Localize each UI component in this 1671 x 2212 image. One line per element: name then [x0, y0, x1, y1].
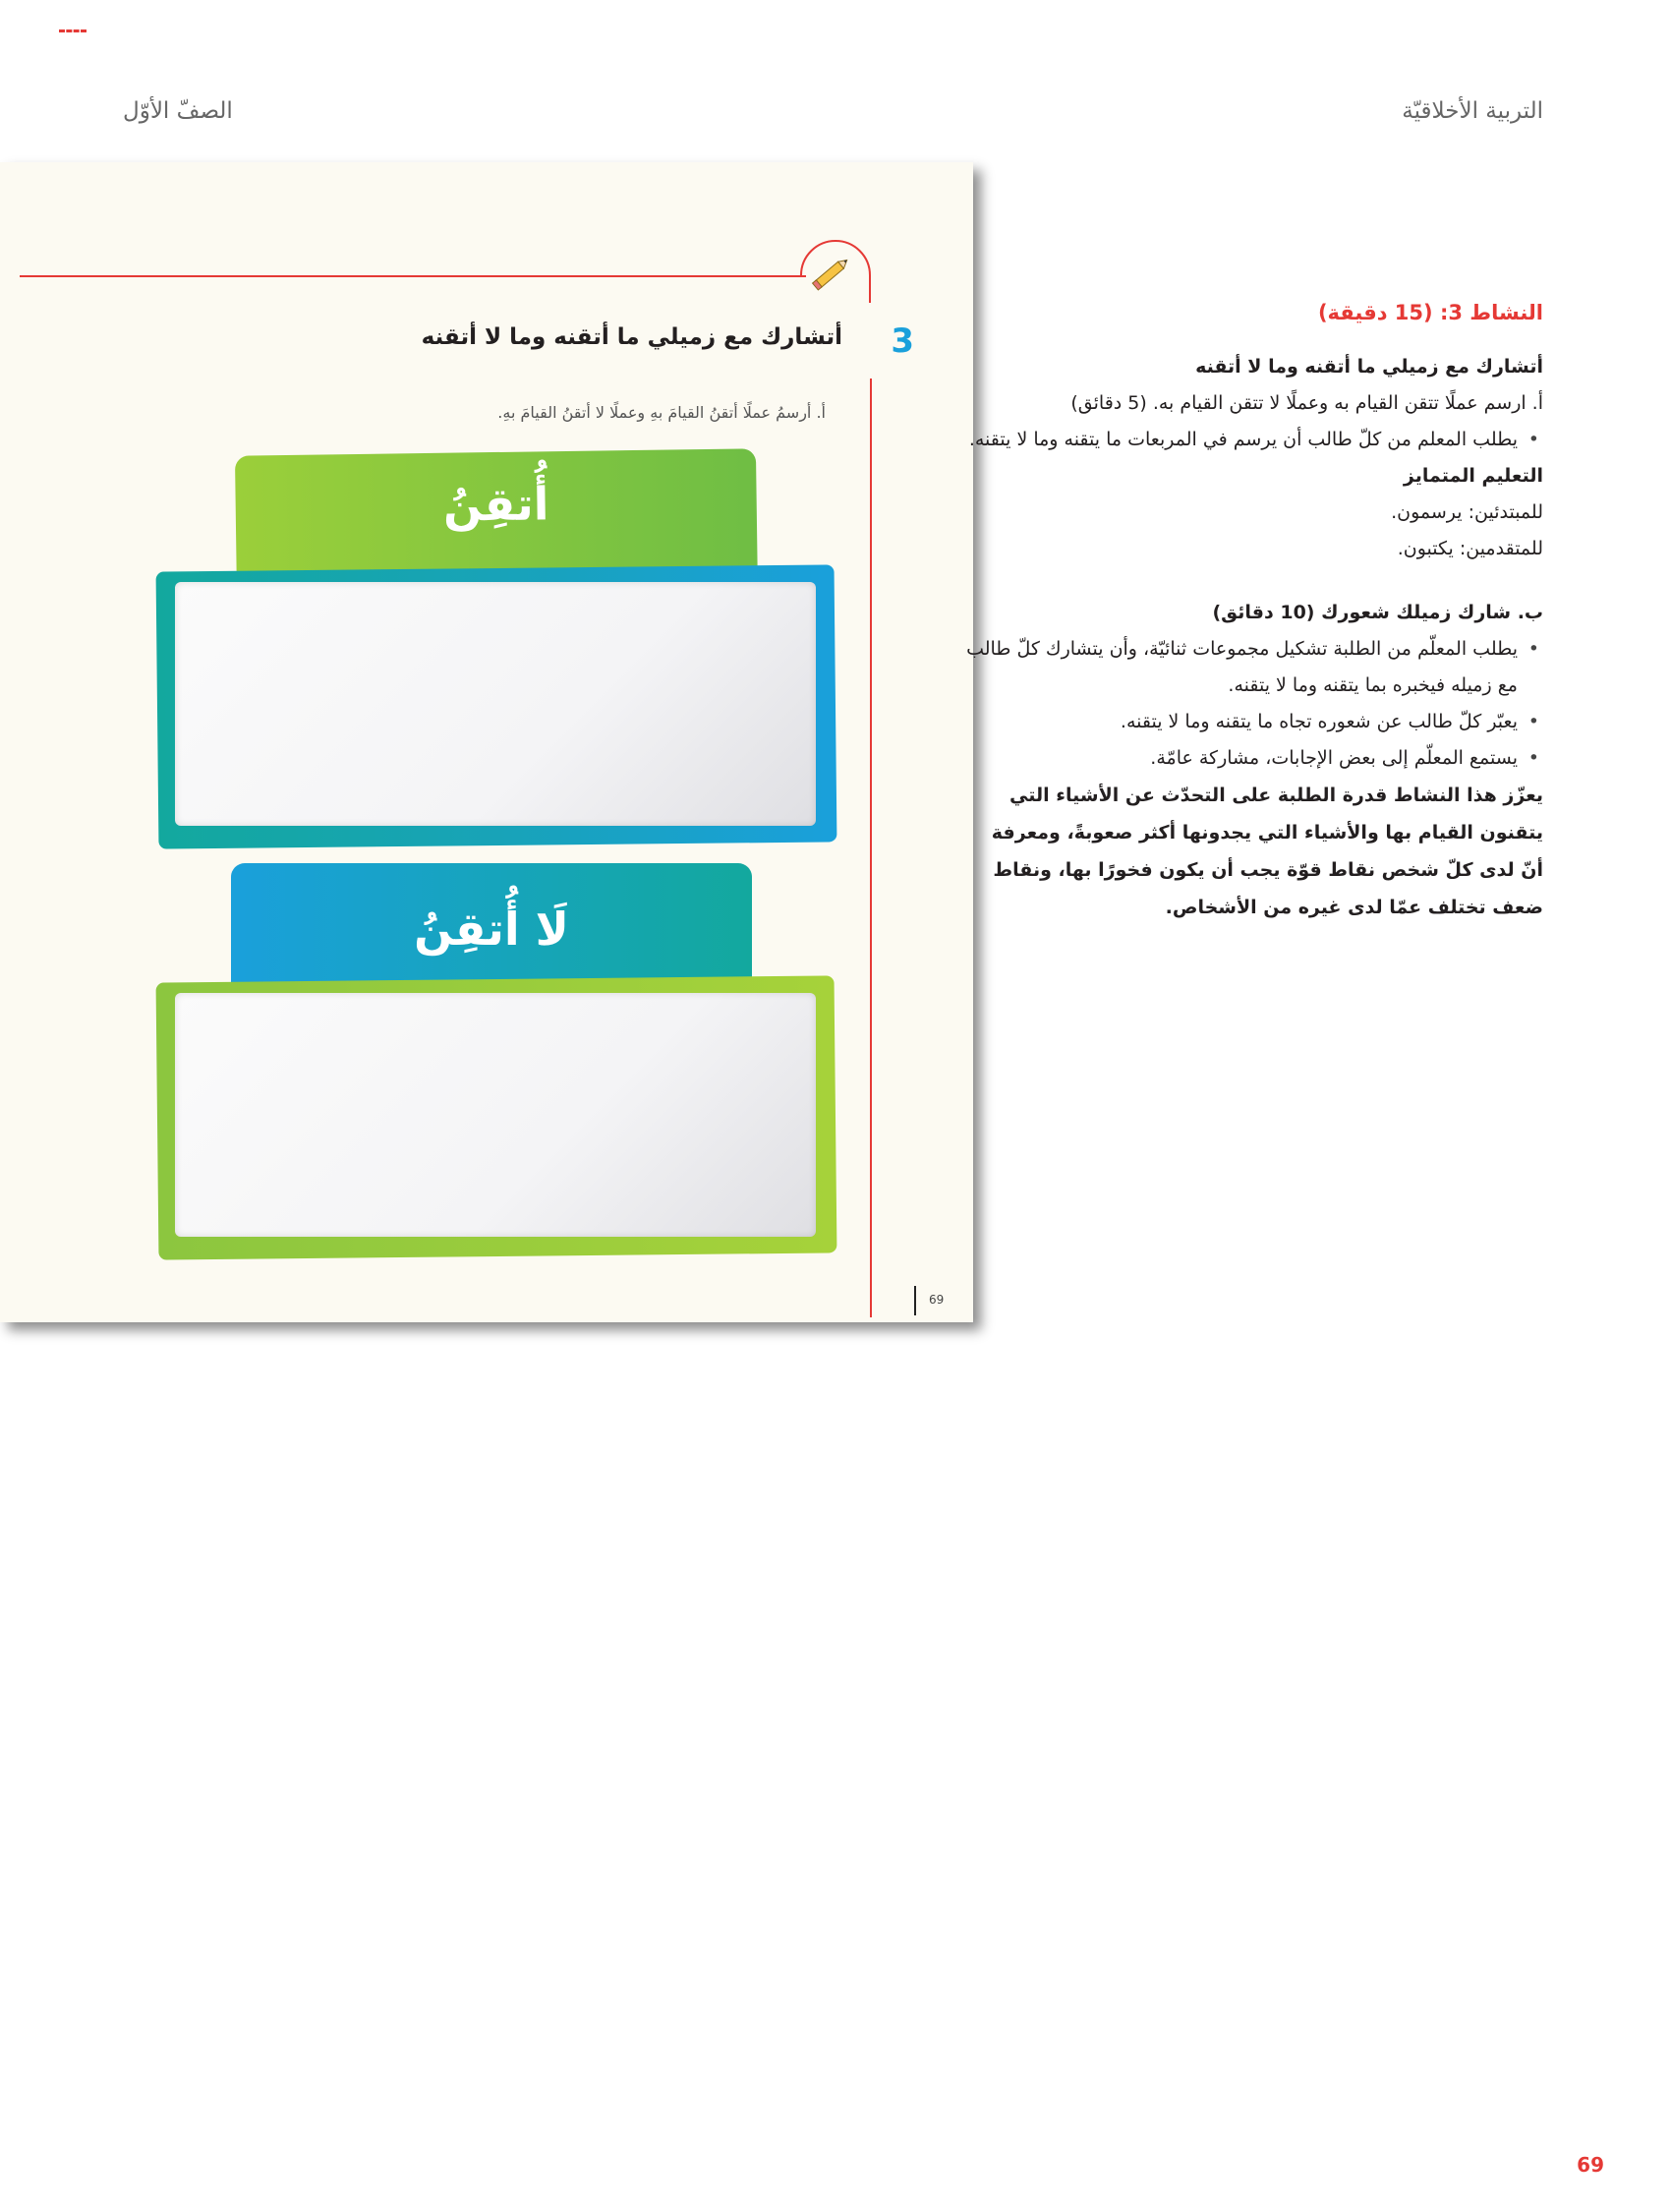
differentiated-advanced: للمتقدمين: يكتبون. — [1397, 538, 1543, 559]
part-b-bullet: • يستمع المعلّم إلى بعض الإجابات، مشاركة عامّة. — [963, 740, 1518, 777]
spacer — [963, 567, 1543, 595]
student-book-page — [0, 162, 973, 1322]
activity-number: 3 — [891, 321, 914, 361]
page-number-bar — [914, 1286, 916, 1315]
header-grade: الصفّ الأوّل — [123, 98, 233, 124]
activity-title: أتشارك مع زميلي ما أتقنه وما لا أتقنه — [421, 324, 842, 350]
activity-instruction: أ. أرسمُ عملًا أتقنُ القيامَ بهِ وعملًا لا أتقنُ القيامَ بهِ. — [497, 403, 826, 422]
red-rule-horizontal — [20, 275, 806, 277]
part-b-list — [963, 631, 1543, 777]
red-rule-vertical — [870, 378, 872, 1317]
footer-page-number: 69 — [1577, 2153, 1604, 2177]
top-crop-mark — [59, 29, 86, 35]
part-a-bullet: • يطلب المعلم من كلّ طالب أن يرسم في المربعات ما يتقنه وما لا يتقنه. — [963, 422, 1518, 458]
differentiated-title: التعليم المتمايز — [1403, 465, 1543, 487]
mastered-drawing-area[interactable] — [175, 582, 816, 826]
part-b-bullet: • يعبّر كلّ طالب عن شعوره تجاه ما يتقنه وما لا يتقنه. — [963, 704, 1518, 740]
mastered-card — [157, 452, 836, 845]
mastered-label: أُتقِنُ — [442, 477, 549, 532]
student-page-number: 69 — [929, 1293, 945, 1307]
pencil-icon — [808, 249, 855, 296]
not-mastered-drawing-area[interactable] — [175, 993, 816, 1237]
header-subject: التربية الأخلاقيّة — [1402, 98, 1543, 124]
part-b: ب. شارك زميلك شعورك (10 دقائق) — [1212, 602, 1543, 623]
teacher-guide-text — [963, 295, 1543, 926]
activity-heading: النشاط 3: (15 دقيقة) — [1317, 301, 1543, 324]
part-a: أ. ارسم عملًا تتقن القيام به وعملًا لا تتقن القيام به. (5 دقائق) — [1070, 392, 1543, 414]
summary-paragraph: يعزّز هذا النشاط قدرة الطلبة على التحدّث عن الأشياء التي يتقنون القيام بها والأشياء التي يجدونها أكثر صعوبةً، ومعرفة أنّ لدى كلّ شخص نقاط قوّة يجب أن يكون فخورًا بها، ونقاط ضعف تختلف عمّا لدى غيره من الأشخاص. — [991, 785, 1543, 918]
part-b-bullet: • يطلب المعلّم من الطلبة تشكيل مجموعات ثنائيّة، وأن يتشارك كلّ طالب مع زميله فيخبره بما يتقنه وما لا يتقنه. — [963, 631, 1518, 704]
not-mastered-label: لَا أُتقِنُ — [414, 902, 569, 956]
section-title: أتشارك مع زميلي ما أتقنه وما لا أتقنه — [1195, 356, 1543, 378]
part-a-list — [963, 422, 1543, 458]
differentiated-beginners: للمبتدئين: يرسمون. — [1391, 501, 1543, 523]
not-mastered-card — [157, 863, 836, 1256]
